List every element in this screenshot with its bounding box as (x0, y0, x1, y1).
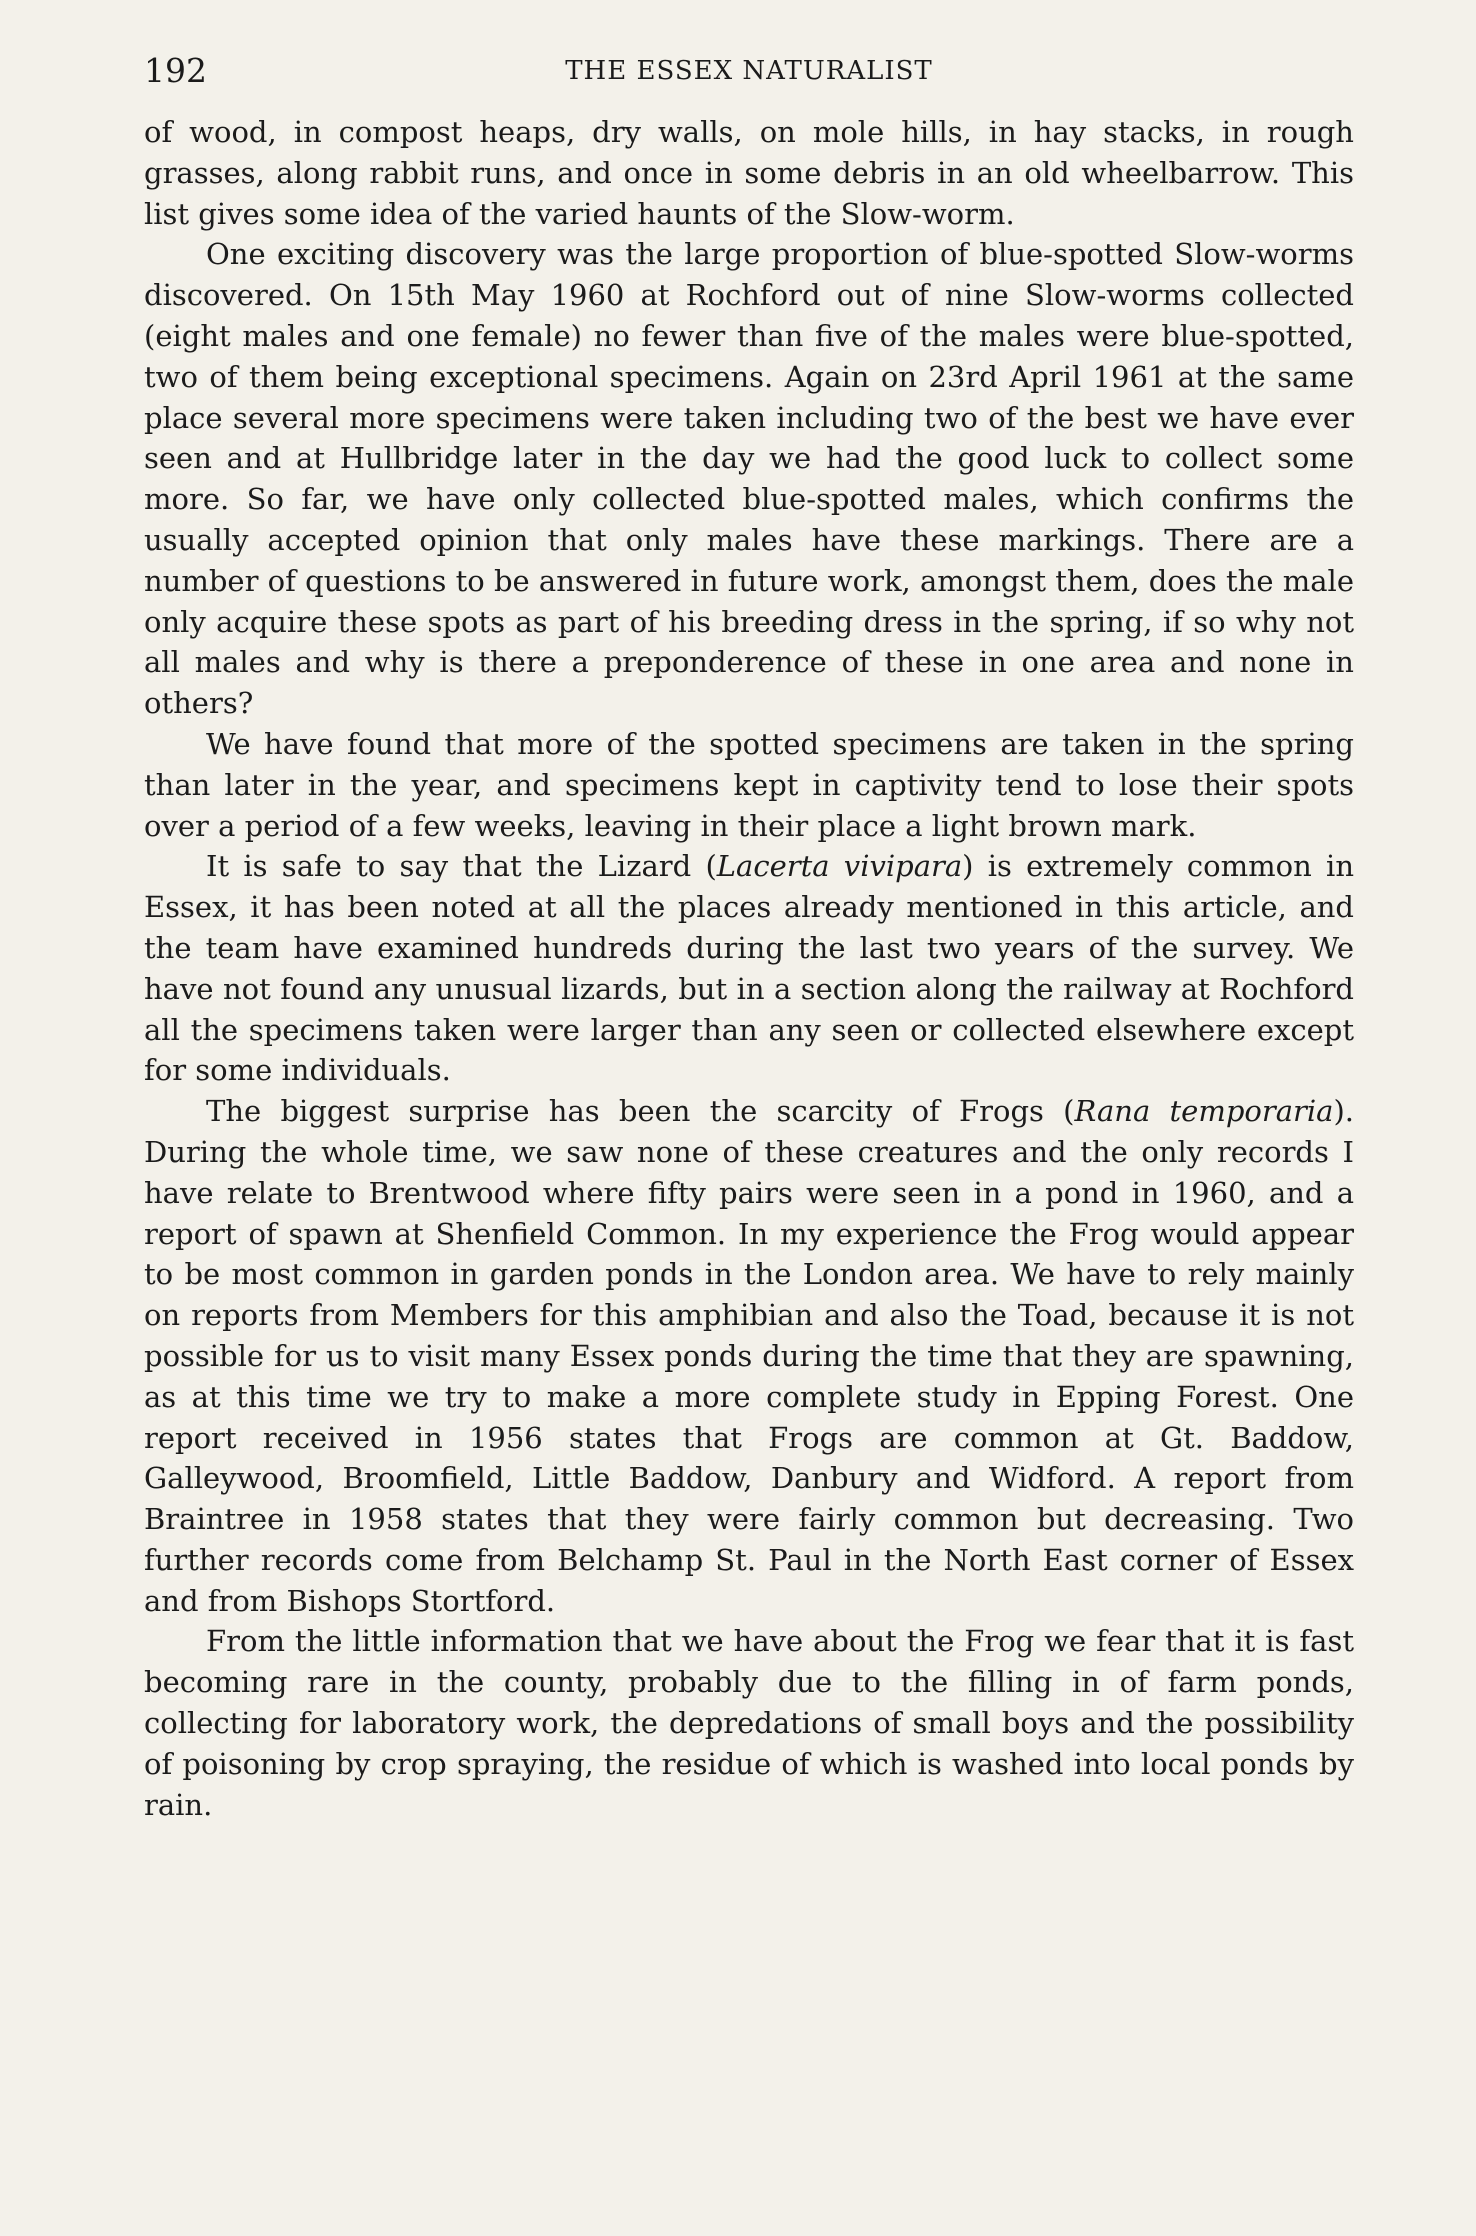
page-number: 192 (144, 51, 207, 90)
paragraph-text: ) is extremely common in Essex, it has been noted at all the places already mentioned in this article, and the team have examined hundreds during the last two years of the survey. We have not found any unusual lizards, but in a section along the railway at Rochford all the specimens taken were larger than any seen or collected elsewhere except for some individuals. (144, 849, 1354, 1088)
species-name-lacerta: Lacerta vivipara (716, 849, 963, 884)
paragraph-text: The biggest surprise has been the scarcity of Frogs ( (206, 1094, 1075, 1129)
paragraph-text: ). During the whole time, we saw none of these creatures and the only records I have relate to Brentwood where fifty pairs were seen in a pond in 1960, and a report of spawn at Shenfield Common. In my experience the Frog would appear to be most common in garden ponds in the London area. We have to rely mainly on reports from Members for this amphibian and also the Toad, because it is not possible for us to visit many Essex ponds during the time that they are spawning, as at this time we try to make a more complete study in Epping Forest. One report received in 1956 states that Frogs are common at Gt. Baddow, Galleywood, Broomfield, Little Baddow, Danbury and Widford. A report from Braintree in 1958 states that they were fairly common but decreasing. Two further records come from Belchamp St. Paul in the North East corner of Essex and from Bishops Stortford. (144, 1094, 1354, 1618)
paragraph-frog-decline (144, 1621, 1354, 1825)
paragraph-text: One exciting discovery was the large proportion of blue-spotted Slow-worms discovered. On 15th May 1960 at Rochford out of nine Slow-worms collected (eight males and one female) no fewer than five of the males were blue-spotted, two of them being exceptional specimens. Again on 23rd April 1961 at the same place several more specimens were taken including two of the best we have ever seen and at Hullbridge later in the day we had the good luck to collect some more. So far, we have only collected blue-spotted males, which confirms the usually accepted opinion that only males have these markings. There are a number of questions to be answered in future work, amongst them, does the male only acquire these spots as part of his breeding dress in the spring, if so why not all males and why is there a preponderence of these in one area and none in others? (144, 237, 1354, 721)
paragraph-lizard (144, 846, 1354, 1091)
paragraph-text: It is safe to say that the Lizard ( (206, 849, 717, 884)
paragraph-spotted-specimens (144, 724, 1354, 846)
running-head (144, 48, 1354, 94)
species-name-rana: Rana temporaria (1074, 1094, 1334, 1129)
paragraph-text: of wood, in compost heaps, dry walls, on mole hills, in hay stacks, in rough grasses, along rabbit runs, and once in some debris in an old wheelbarrow. This list gives some idea of the varied haunts of the Slow-worm. (144, 115, 1354, 231)
article-body (144, 112, 1354, 1825)
paragraph-text: We have found that more of the spotted specimens are taken in the spring than later in the year, and specimens kept in captivity tend to lose their spots over a period of a few weeks, leaving in their place a light brown mark. (144, 726, 1354, 843)
journal-title: THE ESSEX NATURALIST (565, 56, 933, 86)
paragraph-text: From the little information that we have about the Frog we fear that it is fast becoming rare in the county, probably due to the filling in of farm ponds, collecting for laboratory work, the depredations of small boys and the possibility of poisoning by crop spraying, the residue of which is washed into local ponds by rain. (144, 1624, 1354, 1822)
paragraph-slow-worm-haunts (144, 112, 1354, 234)
paragraph-blue-spotted (144, 234, 1354, 724)
paragraph-frog-scarcity (144, 1091, 1354, 1621)
